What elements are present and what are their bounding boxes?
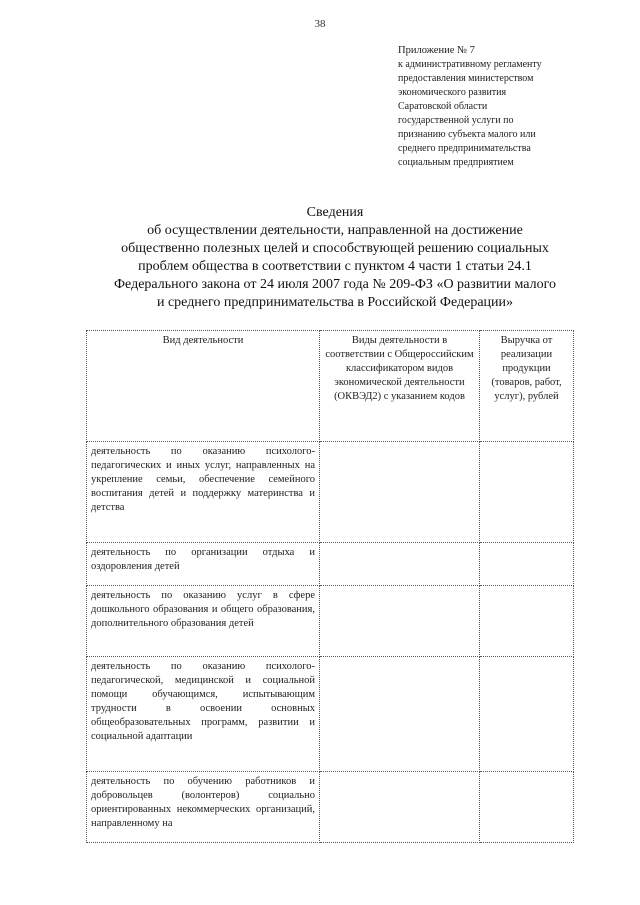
row-revenue-cell: [480, 543, 574, 586]
annex-line: к административному регламенту: [398, 59, 542, 70]
annex-line: социальным предприятием: [398, 157, 514, 168]
row-activity: деятельность по обучению работников и добровольцев (волонтеров) социально ориентированных некоммерческих организаций, направленному на: [87, 772, 320, 843]
header-okved-codes: Виды деятельности в соответствии с Общероссийским классификатором видов экономической деятельности (ОКВЭД2) с указанием кодов: [320, 331, 480, 442]
annex-line: предоставления министерством: [398, 73, 534, 84]
table-row: [87, 442, 574, 543]
table-header-row: [87, 331, 574, 442]
row-revenue-cell: [480, 657, 574, 772]
title-line: проблем общества в соответствии с пунктом 4 части 1 статьи 24.1: [138, 259, 532, 274]
table-row: [87, 772, 574, 843]
row-activity: деятельность по оказанию услуг в сфере дошкольного образования и общего образования, дополнительного образования детей: [87, 586, 320, 657]
row-okved-cell: [320, 543, 480, 586]
annex-line: среднего предпринимательства: [398, 143, 531, 154]
table-row: [87, 657, 574, 772]
document-title: [60, 204, 610, 312]
row-okved-cell: [320, 442, 480, 543]
annex-block: [398, 44, 598, 170]
row-revenue-cell: [480, 772, 574, 843]
annex-line: экономического развития: [398, 87, 507, 98]
row-revenue-cell: [480, 442, 574, 543]
page-number: 38: [314, 18, 326, 30]
row-okved-cell: [320, 772, 480, 843]
header-revenue: Выручка от реализации продукции (товаров, работ, услуг), рублей: [480, 331, 574, 442]
activity-table: [86, 330, 574, 843]
table-row: [87, 586, 574, 657]
title-line: и среднего предпринимательства в Российской Федерации»: [156, 295, 514, 310]
title-line: Федерального закона от 24 июля 2007 года № 209-ФЗ «О развитии малого: [114, 277, 556, 292]
title-line: общественно полезных целей и способствующей решению социальных: [121, 241, 549, 256]
annex-line: государственной услуги по: [398, 115, 514, 126]
title-heading: Сведения: [306, 205, 364, 220]
row-okved-cell: [320, 586, 480, 657]
row-okved-cell: [320, 657, 480, 772]
table-row: [87, 543, 574, 586]
row-activity: деятельность по организации отдыха и оздоровления детей: [87, 543, 320, 586]
title-line: об осуществлении деятельности, направленной на достижение: [147, 223, 523, 238]
header-activity-type: Вид деятельности: [87, 331, 320, 442]
row-activity: деятельность по оказанию психолого-педагогических и иных услуг, направленных на укрепление семьи, обеспечение семейного воспитания детей и поддержку материнства и детства: [87, 442, 320, 543]
annex-line: Приложение № 7: [398, 45, 475, 56]
row-revenue-cell: [480, 586, 574, 657]
row-activity: деятельность по оказанию психолого-педагогической, медицинской и социальной помощи обучающимся, испытывающим трудности в освоении основных общеобразовательных программ, развитии и социальной адаптации: [87, 657, 320, 772]
annex-line: Саратовской области: [398, 101, 488, 112]
annex-line: признанию субъекта малого или: [398, 129, 536, 140]
